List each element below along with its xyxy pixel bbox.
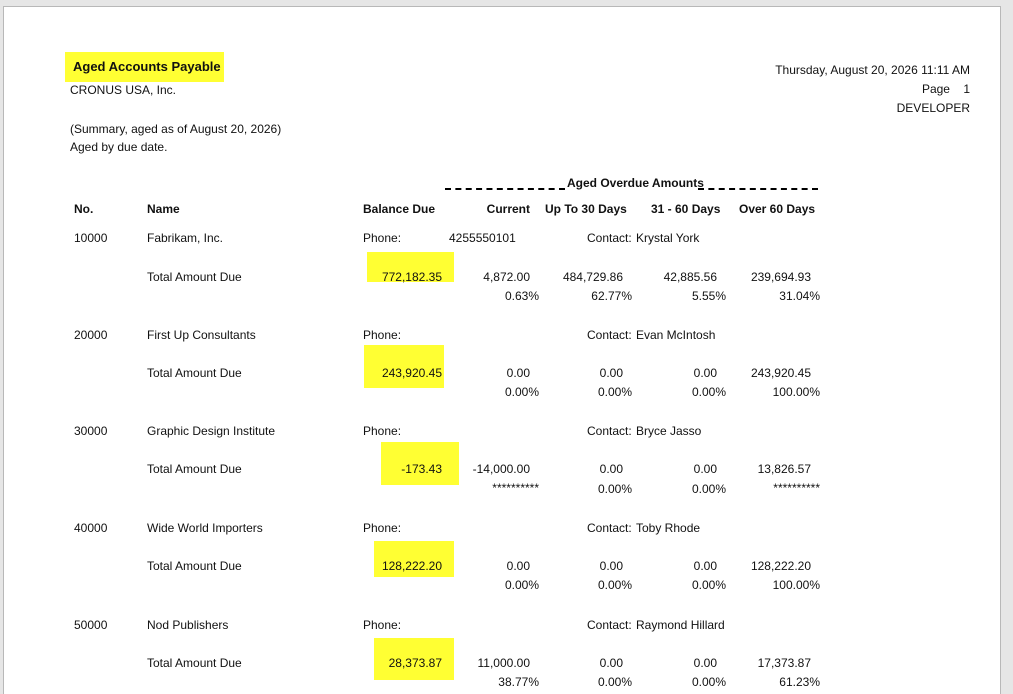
- percent-31-60: 0.00%: [691, 385, 726, 399]
- vendor-name: Wide World Importers: [147, 521, 263, 535]
- contact-value: Raymond Hillard: [636, 618, 725, 632]
- group-header-dash-left: [445, 188, 565, 190]
- balance-due: 772,182.35: [381, 270, 442, 284]
- amount-over60: 239,694.93: [750, 270, 811, 284]
- contact-label: Contact:: [587, 424, 632, 438]
- page-indicator: [922, 82, 970, 96]
- amount-over60: 243,920.45: [750, 366, 811, 380]
- amount-31-60: 0.00: [693, 366, 717, 380]
- phone-label: Phone:: [363, 328, 402, 342]
- summary-note: (Summary, aged as of August 20, 2026): [70, 122, 282, 136]
- aged-overdue-header: Aged Overdue Amounts: [567, 176, 704, 190]
- balance-due: 28,373.87: [388, 656, 442, 670]
- amount-31-60: 0.00: [693, 462, 717, 476]
- percent-current: **********: [492, 481, 539, 495]
- total-amount-label: Total Amount Due: [147, 559, 242, 573]
- contact-value: Bryce Jasso: [636, 424, 702, 438]
- amount-current: 11,000.00: [477, 656, 530, 670]
- contact-value: Toby Rhode: [636, 521, 701, 535]
- percent-up30: 0.00%: [597, 482, 632, 496]
- contact-label: Contact:: [587, 521, 632, 535]
- amount-up30: 484,729.86: [562, 270, 623, 284]
- phone-label: Phone:: [363, 231, 402, 245]
- vendor-name: First Up Consultants: [147, 328, 256, 342]
- amount-over60: 128,222.20: [750, 559, 811, 573]
- vendor-no: 20000: [74, 328, 108, 342]
- contact-value: Krystal York: [636, 231, 700, 245]
- contact-label: Contact:: [587, 618, 632, 632]
- percent-31-60: 0.00%: [691, 482, 726, 496]
- amount-31-60: 0.00: [693, 559, 717, 573]
- amount-current: -14,000.00: [472, 462, 530, 476]
- percent-up30: 0.00%: [597, 385, 632, 399]
- col-header-no: No.: [74, 202, 94, 216]
- col-header-31-60: 31 - 60 Days: [651, 202, 721, 216]
- percent-up30: 0.00%: [597, 578, 632, 592]
- amount-up30: 0.00: [599, 462, 623, 476]
- contact-value: Evan McIntosh: [636, 328, 716, 342]
- total-amount-label: Total Amount Due: [147, 366, 242, 380]
- amount-up30: 0.00: [599, 656, 623, 670]
- percent-up30: 62.77%: [591, 289, 632, 303]
- percent-31-60: 0.00%: [691, 578, 726, 592]
- balance-due: 243,920.45: [381, 366, 442, 380]
- balance-due: 128,222.20: [381, 559, 442, 573]
- percent-31-60: 5.55%: [691, 289, 726, 303]
- percent-over60: 100.00%: [772, 385, 820, 399]
- vendor-no: 10000: [74, 231, 108, 245]
- percent-up30: 0.00%: [597, 675, 632, 689]
- amount-up30: 0.00: [599, 559, 623, 573]
- percent-over60: 100.00%: [772, 578, 820, 592]
- col-header-up30: Up To 30 Days: [545, 202, 627, 216]
- page-label: Page: [921, 82, 950, 96]
- company-name: CRONUS USA, Inc.: [70, 83, 177, 97]
- phone-label: Phone:: [363, 424, 402, 438]
- page-number: 1: [963, 82, 970, 96]
- vendor-name: Fabrikam, Inc.: [147, 231, 224, 245]
- amount-31-60: 42,885.56: [663, 270, 717, 284]
- report-page: [3, 6, 1001, 694]
- col-header-balance: Balance Due: [363, 202, 436, 216]
- contact-label: Contact:: [587, 328, 632, 342]
- col-header-name: Name: [147, 202, 180, 216]
- col-header-current: Current: [486, 202, 530, 216]
- amount-current: 4,872.00: [483, 270, 530, 284]
- report-title: Aged Accounts Payable: [65, 52, 224, 82]
- percent-over60: 31.04%: [779, 289, 820, 303]
- vendor-name: Nod Publishers: [147, 618, 229, 632]
- percent-current: 0.00%: [504, 385, 539, 399]
- amount-current: 0.00: [506, 366, 530, 380]
- amount-up30: 0.00: [599, 366, 623, 380]
- percent-current: 38.77%: [498, 675, 539, 689]
- balance-due: -173.43: [401, 462, 442, 476]
- percent-current: 0.00%: [504, 578, 539, 592]
- percent-over60: **********: [773, 481, 820, 495]
- aged-by-note: Aged by due date.: [70, 140, 168, 154]
- phone-label: Phone:: [363, 618, 402, 632]
- vendor-name: Graphic Design Institute: [147, 424, 276, 438]
- col-header-over60: Over 60 Days: [739, 202, 816, 216]
- percent-over60: 61.23%: [779, 675, 820, 689]
- report-datetime: Thursday, August 20, 2026 11:11 AM: [775, 63, 970, 77]
- percent-31-60: 0.00%: [691, 675, 726, 689]
- total-amount-label: Total Amount Due: [147, 270, 242, 284]
- contact-label: Contact:: [587, 231, 632, 245]
- percent-current: 0.63%: [504, 289, 539, 303]
- amount-over60: 17,373.87: [757, 656, 811, 670]
- vendor-no: 40000: [74, 521, 108, 535]
- vendor-no: 50000: [74, 618, 108, 632]
- amount-current: 0.00: [506, 559, 530, 573]
- amount-31-60: 0.00: [693, 656, 717, 670]
- phone-label: Phone:: [363, 521, 402, 535]
- amount-over60: 13,826.57: [757, 462, 811, 476]
- phone-value: 4255550101: [449, 231, 516, 245]
- total-amount-label: Total Amount Due: [147, 462, 242, 476]
- group-header-dash-right: [698, 188, 818, 190]
- report-user: DEVELOPER: [896, 101, 970, 115]
- total-amount-label: Total Amount Due: [147, 656, 242, 670]
- vendor-no: 30000: [74, 424, 108, 438]
